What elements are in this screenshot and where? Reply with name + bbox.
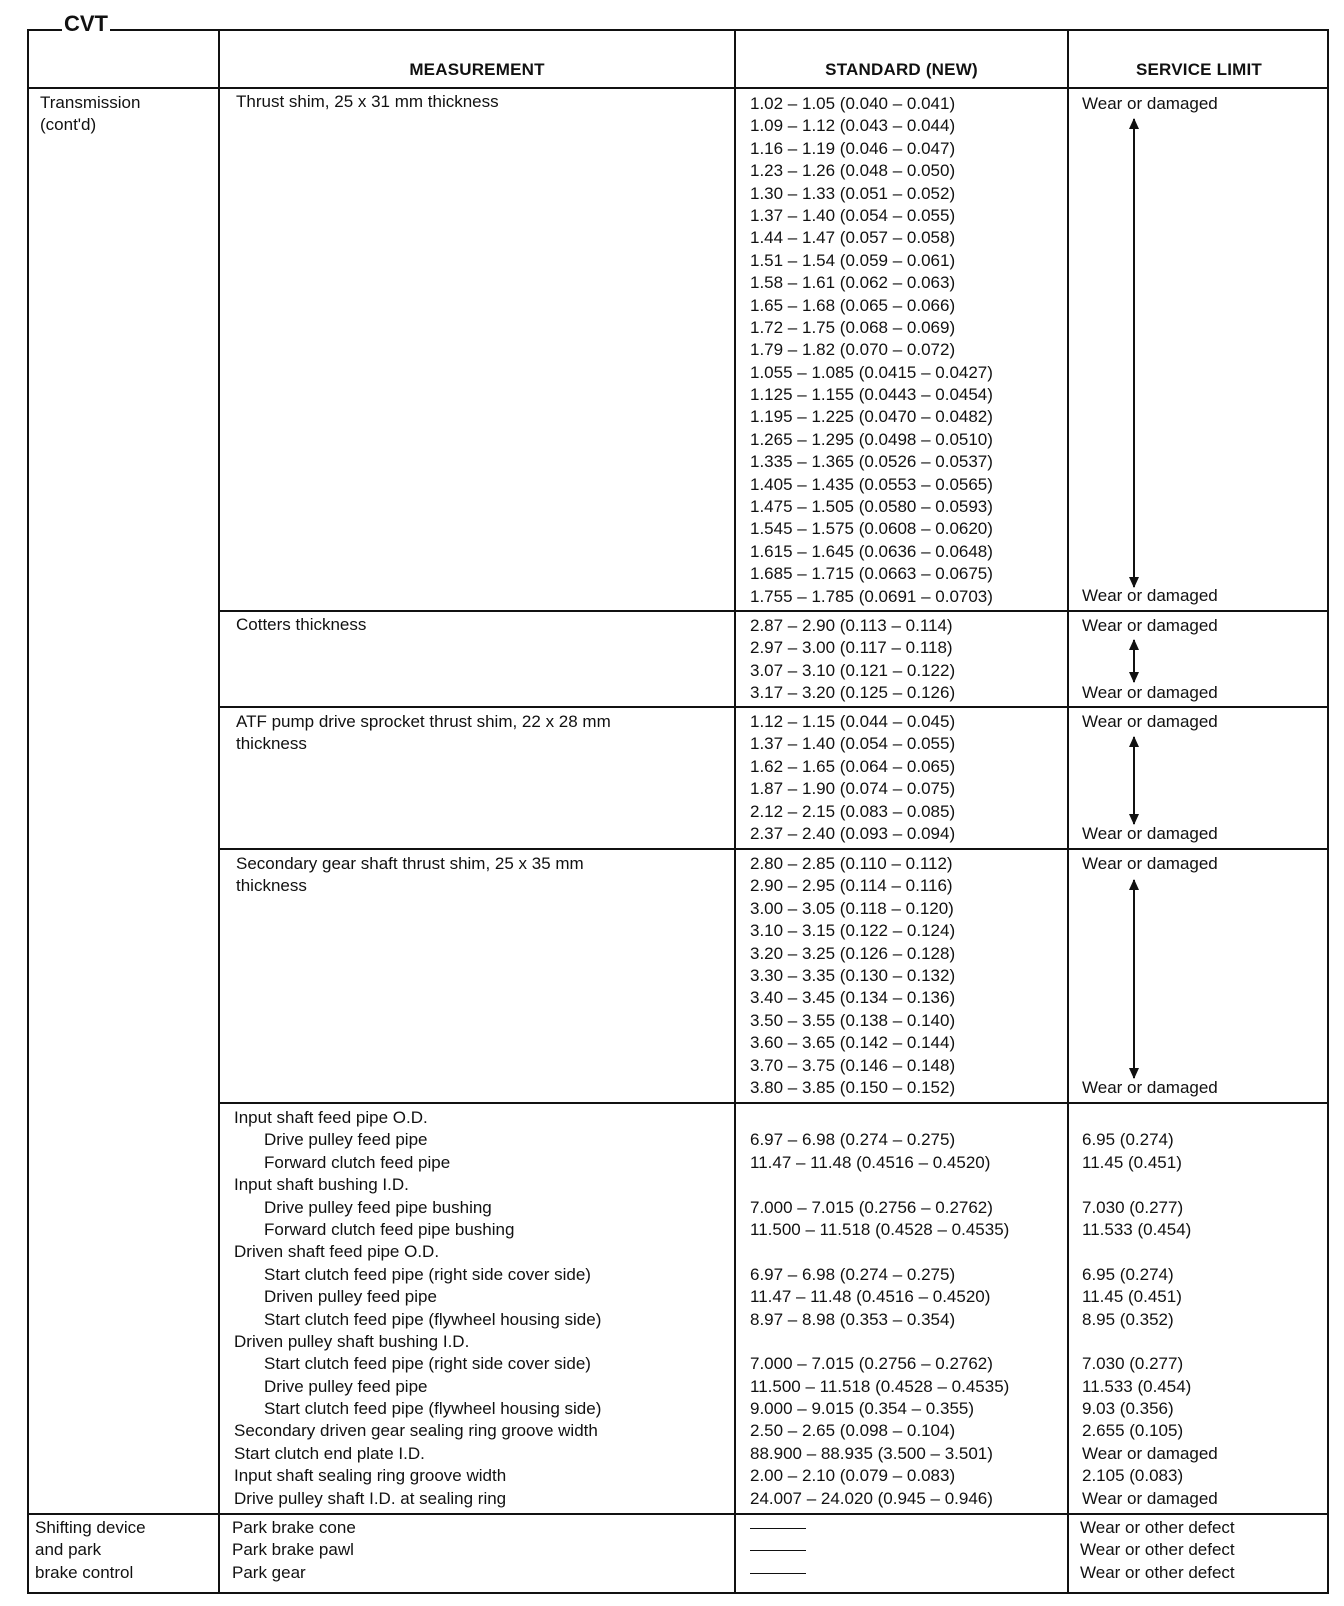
column-divider xyxy=(1067,29,1069,1594)
secondary-shim-limit-bottom: Wear or damaged xyxy=(1082,1078,1218,1097)
feed-pipes-standard: 6.97 – 6.98 (0.274 – 0.275) 11.47 – 11.48 (0.4516 – 0.4520) 7.000 – 7.015 (0.2756 – 0.2762) 11.500 – 11.518 (0.4528 – 0.4535) 6.97 – 6.98 (0.274 – 0.275) 11.47 – 11.48 (0.4516 – 0.4520) 8.97 – 8.98 (0.353 – 0.354) 7.000 – 7.015 (0.2756 – 0.2762) 11.500 – 11.518 (0.4528 – 0.4535) 9.000 – 9.015 (0.354 – 0.355) 2.50 – 2.65 (0.098 – 0.104) 88.900 – 88.935 (3.500 – 3.501) 2.00 – 2.10 (0.079 – 0.083) 24.007 – 24.020 (0.945 – 0.946) xyxy=(750,1130,1010,1508)
cotters-measurement: Cotters thickness xyxy=(236,615,367,634)
thrust-shim-limit-top: Wear or damaged xyxy=(1082,94,1218,113)
atf-shim-standard: 1.12 – 1.15 (0.044 – 0.045) 1.37 – 1.40 (0.054 – 0.055) 1.62 – 1.65 (0.064 – 0.065) 1.87 – 1.90 (0.074 – 0.075) 2.12 – 2.15 (0.083 – 0.085) 2.37 – 2.40 (0.093 – 0.094) xyxy=(750,712,956,843)
atf-shim-limit-top: Wear or damaged xyxy=(1082,712,1218,731)
park-limit: Wear or other defect Wear or other defect Wear or other defect xyxy=(1080,1518,1235,1582)
header-divider xyxy=(27,87,1329,89)
cotters-limit-top: Wear or damaged xyxy=(1082,616,1218,635)
cotters-limit-bottom: Wear or damaged xyxy=(1082,683,1218,702)
range-arrow-icon xyxy=(1133,880,1135,1078)
row-divider xyxy=(218,706,1329,708)
row-divider xyxy=(27,1513,1329,1515)
park-measurement: Park brake cone Park brake pawl Park gear xyxy=(232,1518,356,1582)
standard-header: STANDARD (NEW) xyxy=(825,60,978,79)
atf-shim-limit-bottom: Wear or damaged xyxy=(1082,824,1218,843)
column-divider xyxy=(734,29,736,1594)
range-arrow-icon xyxy=(1133,737,1135,824)
secondary-shim-limit-top: Wear or damaged xyxy=(1082,854,1218,873)
column-divider xyxy=(218,29,220,1594)
cotters-standard: 2.87 – 2.90 (0.113 – 0.114) 2.97 – 3.00 (0.117 – 0.118) 3.07 – 3.10 (0.121 – 0.122) 3.17 – 3.20 (0.125 – 0.126) xyxy=(750,616,956,703)
thrust-shim-limit-bottom: Wear or damaged xyxy=(1082,586,1218,605)
range-arrow-icon xyxy=(1133,119,1135,587)
feed-pipes-measurement: Input shaft feed pipe O.D. Drive pulley feed pipe Forward clutch feed pipe Input shaft bushing I.D. Drive pulley feed pipe bushing Forward clutch feed pipe bushing Driven shaft feed pipe O.D. Start clutch feed pipe (right side cover side) Driven pulley feed pipe Start clutch feed pipe (flywheel housing side) Driven pulley shaft bushing I.D. Start clutch feed pipe (right side cover side) Drive pulley feed pipe Start clutch feed pipe (flywheel housing side) Secondary driven gear sealing ring groove width Start clutch end plate I.D. Input shaft sealing ring groove width Drive pulley shaft I.D. at sealing ring xyxy=(234,1108,602,1508)
section-title: CVT xyxy=(64,11,108,36)
service-limit-header: SERVICE LIMIT xyxy=(1135,60,1263,79)
atf-shim-measurement: ATF pump drive sprocket thrust shim, 22 x 28 mm thickness xyxy=(236,712,611,754)
secondary-shim-standard: 2.80 – 2.85 (0.110 – 0.112) 2.90 – 2.95 (0.114 – 0.116) 3.00 – 3.05 (0.118 – 0.120) 3.10 – 3.15 (0.122 – 0.124) 3.20 – 3.25 (0.126 – 0.128) 3.30 – 3.35 (0.130 – 0.132) 3.40 – 3.45 (0.134 – 0.136) 3.50 – 3.55 (0.138 – 0.140) 3.60 – 3.65 (0.142 – 0.144) 3.70 – 3.75 (0.146 – 0.148) 3.80 – 3.85 (0.150 – 0.152) xyxy=(750,854,956,1097)
row-divider xyxy=(218,610,1329,612)
row-divider xyxy=(218,848,1329,850)
range-arrow-icon xyxy=(1133,640,1135,682)
category-transmission: Transmission (cont'd) xyxy=(40,93,141,135)
row-divider xyxy=(218,1102,1329,1104)
thrust-shim-measurement: Thrust shim, 25 x 31 mm thickness xyxy=(236,92,499,111)
thrust-shim-standard: 1.02 – 1.05 (0.040 – 0.041) 1.09 – 1.12 (0.043 – 0.044) 1.16 – 1.19 (0.046 – 0.047) 1.23 – 1.26 (0.048 – 0.050) 1.30 – 1.33 (0.051 – 0.052) 1.37 – 1.40 (0.054 – 0.055) 1.44 – 1.47 (0.057 – 0.058) 1.51 – 1.54 (0.059 – 0.061) 1.58 – 1.61 (0.062 – 0.063) 1.65 – 1.68 (0.065 – 0.066) 1.72 – 1.75 (0.068 – 0.069) 1.79 – 1.82 (0.070 – 0.072) 1.055 – 1.085 (0.0415 – 0.0427) 1.125 – 1.155 (0.0443 – 0.0454) 1.195 – 1.225 (0.0470 – 0.0482) 1.265 – 1.295 (0.0498 – 0.0510) 1.335 – 1.365 (0.0526 – 0.0537) 1.405 – 1.435 (0.0553 – 0.0565) 1.475 – 1.505 (0.0580 – 0.0593) 1.545 – 1.575 (0.0608 – 0.0620) 1.615 – 1.645 (0.0636 – 0.0648) 1.685 – 1.715 (0.0663 – 0.0675) 1.755 – 1.785 (0.0691 – 0.0703) xyxy=(750,94,993,606)
feed-pipes-limit: 6.95 (0.274) 11.45 (0.451) 7.030 (0.277) 11.533 (0.454) 6.95 (0.274) 11.45 (0.451) 8.95 (0.352) 7.030 (0.277) 11.533 (0.454) 9.03 (0.356) 2.655 (0.105) Wear or damaged 2.105 (0.083) Wear or damaged xyxy=(1082,1130,1218,1508)
secondary-shim-measurement: Secondary gear shaft thrust shim, 25 x 35 mm thickness xyxy=(236,854,584,896)
category-shifting-device: Shifting device and park brake control xyxy=(35,1518,146,1582)
measurement-header: MEASUREMENT xyxy=(409,60,545,79)
